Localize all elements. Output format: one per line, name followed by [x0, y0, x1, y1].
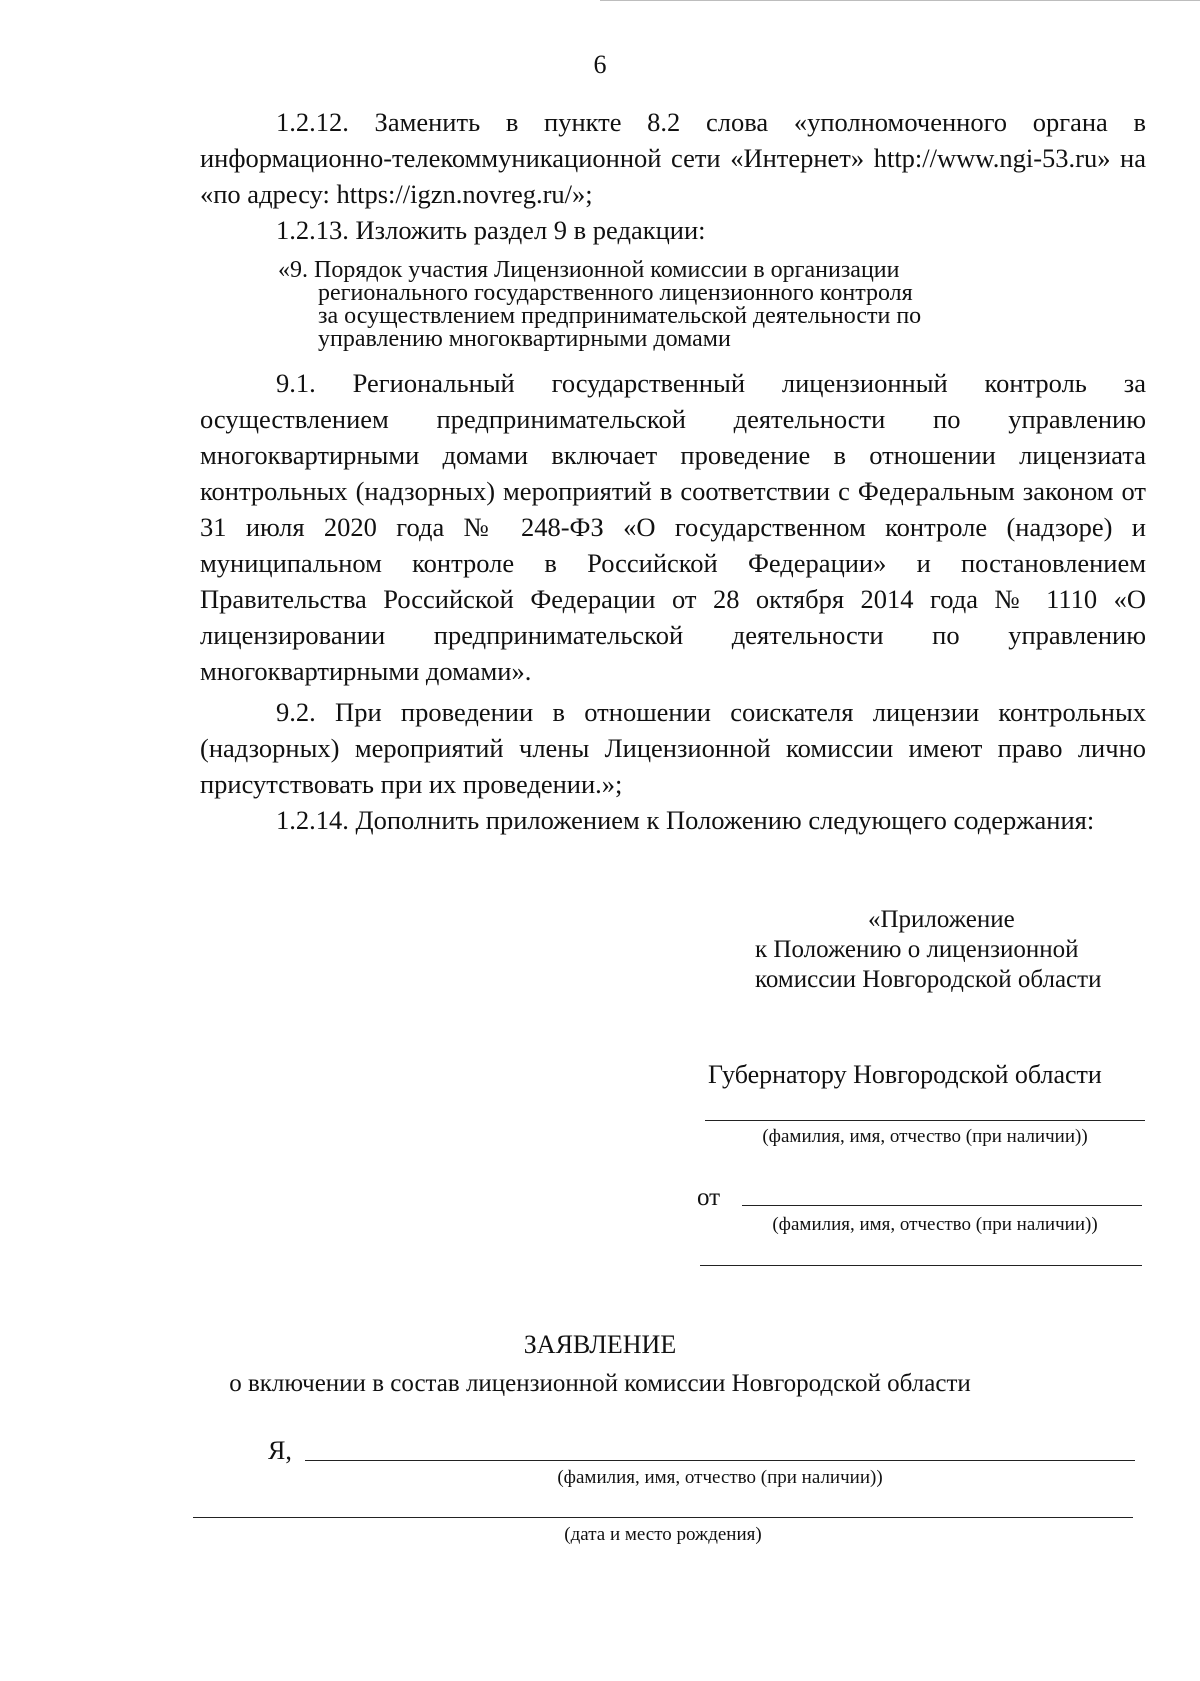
- statement-name-line: [305, 1460, 1135, 1461]
- statement-title: ЗАЯВЛЕНИЕ: [523, 1330, 677, 1359]
- paragraph-9-2: 9.2. При проведении в отношении соискателя лицензии контрольных (надзорных) мероприятий члены Лицензионной комиссии имеют право лично присутствовать при их проведении.»;: [200, 697, 1146, 799]
- heading-line-4: управлению многоквартирными домами: [318, 326, 731, 352]
- heading-line-2: регионального государственного лицензионного контроля: [318, 280, 913, 306]
- scan-edge-mark: [600, 0, 1200, 5]
- heading-line-1: «9. Порядок участия Лицензионной комиссии в организации: [278, 257, 900, 283]
- section-9-heading: [278, 259, 1098, 351]
- from-name-caption: (фамилия, имя, отчество (при наличии)): [772, 1214, 1098, 1235]
- addressee-name-caption: (фамилия, имя, отчество (при наличии)): [762, 1126, 1088, 1147]
- addressee-governor: Губернатору Новгородской области: [708, 1060, 1102, 1089]
- paragraph-1-2-13: 1.2.13. Изложить раздел 9 в редакции:: [276, 215, 706, 245]
- birth-line: [193, 1517, 1133, 1518]
- birth-caption: (дата и место рождения): [564, 1524, 762, 1545]
- from-extra-line: [700, 1265, 1142, 1266]
- from-name-line: [742, 1205, 1142, 1206]
- paragraph-1-2-14: 1.2.14. Дополнить приложением к Положению следующего содержания:: [276, 805, 1095, 835]
- from-prefix: от: [697, 1184, 721, 1211]
- paragraph-9-1: 9.1. Региональный государственный лицензионный контроль за осуществлением предпринимательской деятельности по управлению многоквартирными домами включает проведение в отношении лицензиата контрольных (надзорных) мероприятий в соответствии с Федеральным законом от 31 июля 2020 года № 248-ФЗ «О государственном контроле (надзоре) и муниципальном контроле в Российской Федерации» и постановлением Правительства Российской Федерации от 28 октября 2014 года № 1110 «О лицензировании предпринимательской деятельности по управлению многоквартирными домами».: [200, 368, 1146, 686]
- addressee-name-line: [705, 1120, 1145, 1121]
- page-number: 6: [593, 50, 607, 79]
- paragraph-1-2-12: 1.2.12. Заменить в пункте 8.2 слова «уполномоченного органа в информационно-телекоммуникационной сети «Интернет» http://www.ngi-53.ru» на «по адресу: https://igzn.novreg.ru/»;: [200, 107, 1146, 209]
- statement-subtitle: о включении в состав лицензионной комиссии Новгородской области: [229, 1370, 971, 1397]
- statement-name-caption: (фамилия, имя, отчество (при наличии)): [557, 1467, 883, 1488]
- appendix-line-3: комиссии Новгородской области: [755, 966, 1102, 993]
- appendix-label: «Приложение: [868, 906, 1015, 933]
- heading-line-3: за осуществлением предпринимательской деятельности по: [318, 303, 922, 329]
- statement-i-prefix: Я,: [268, 1436, 292, 1465]
- appendix-line-2: к Положению о лицензионной: [755, 936, 1079, 963]
